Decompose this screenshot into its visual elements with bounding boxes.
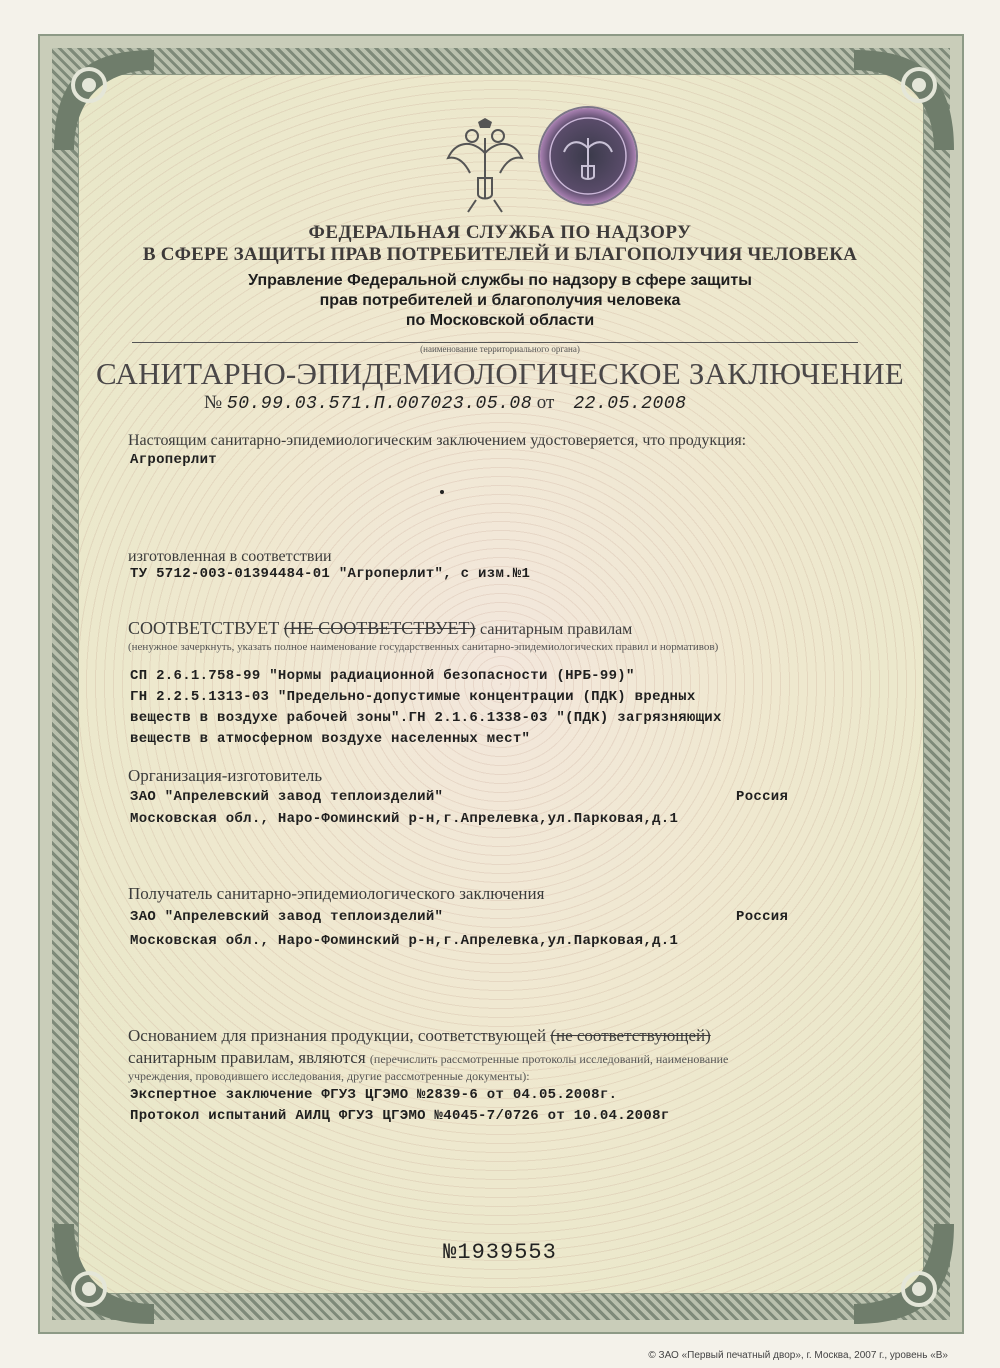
corner-ornament-icon bbox=[844, 40, 964, 160]
basis-text: санитарным правилам, являются bbox=[128, 1048, 366, 1067]
hologram-seal-icon bbox=[540, 108, 636, 204]
recipient-label: Получатель санитарно-эпидемиологического заключения bbox=[128, 884, 545, 903]
basis-text: Основанием для признания продукции, соответствующей bbox=[128, 1026, 547, 1045]
divider bbox=[132, 342, 858, 343]
standard-line: веществ в воздухе рабочей зоны".ГН 2.1.6.1338-03 "(ПДК) загрязняющих bbox=[130, 710, 722, 726]
standard-line: СП 2.6.1.758-99 "Нормы радиационной безопасности (НРБ-99)" bbox=[130, 668, 635, 684]
compliance-note: (ненужное зачеркнуть, указать полное наименование государственных санитарно-эпидемиологических правил и нормативов) bbox=[128, 641, 719, 653]
recipient-country: Россия bbox=[736, 909, 789, 925]
department-line: прав потребителей и благополучия человека bbox=[319, 292, 681, 309]
document-number: 50.99.03.571.П.007023.05.08 bbox=[226, 394, 533, 414]
document-number-line bbox=[204, 392, 686, 414]
corner-ornament-icon bbox=[44, 40, 164, 160]
basis-line bbox=[128, 1026, 711, 1046]
corner-ornament-icon bbox=[44, 1214, 164, 1334]
manufacturer-address: Московская обл., Наро-Фоминский р-н,г.Апрелевка,ул.Парковая,д.1 bbox=[130, 811, 679, 827]
ink-dot bbox=[440, 490, 444, 494]
standard-line: ГН 2.2.5.1313-03 "Предельно-допустимые концентрации (ПДК) вредных bbox=[130, 689, 696, 705]
basis-document: Протокол испытаний АИЛЦ ФГУЗ ЦГЭМО №4045-7/0726 от 10.04.2008г bbox=[130, 1108, 670, 1124]
product-spec: ТУ 5712-003-01394484-01 "Агроперлит", с изм.№1 bbox=[130, 566, 531, 582]
agency-title: ФЕДЕРАЛЬНАЯ СЛУЖБА ПО НАДЗОРУ bbox=[308, 222, 692, 243]
manufacturer-country: Россия bbox=[736, 789, 789, 805]
blank-number: №1939553 bbox=[443, 1240, 557, 1265]
rules-label: санитарным правилам bbox=[480, 621, 633, 638]
manufacturer-label: Организация-изготовитель bbox=[128, 766, 323, 785]
basis-document: Экспертное заключение ФГУЗ ЦГЭМО №2839-6 от 04.05.2008г. bbox=[130, 1087, 618, 1103]
document-date: 22.05.2008 bbox=[573, 394, 687, 414]
date-prefix: от bbox=[536, 392, 555, 413]
product-name: Агроперлит bbox=[130, 452, 218, 468]
manufacturer-name: ЗАО "Апрелевский завод теплоизделий" bbox=[130, 789, 444, 805]
compliance-line bbox=[128, 618, 632, 639]
basis-note: (перечислить рассмотренные протоколы исследований, наименование bbox=[369, 1052, 729, 1066]
made-label: изготовленная в соответствии bbox=[128, 548, 332, 565]
basis-line bbox=[128, 1048, 728, 1068]
number-sign: № bbox=[204, 392, 223, 413]
double-headed-eagle-emblem-icon bbox=[440, 118, 530, 214]
department-line: по Московской области bbox=[405, 312, 595, 329]
recipient-address: Московская обл., Наро-Фоминский р-н,г.Апрелевка,ул.Парковая,д.1 bbox=[130, 933, 679, 949]
corner-ornament-icon bbox=[844, 1214, 964, 1334]
product-intro: Настоящим санитарно-эпидемиологическим заключением удостоверяется, что продукция: bbox=[128, 432, 747, 449]
department-line: Управление Федеральной службы по надзору в сфере защиты bbox=[248, 272, 752, 289]
document-title: САНИТАРНО-ЭПИДЕМИОЛОГИЧЕСКОЕ ЗАКЛЮЧЕНИЕ bbox=[96, 356, 904, 391]
printer-imprint: © ЗАО «Первый печатный двор», г. Москва, 2007 г., уровень «В» bbox=[648, 1350, 948, 1361]
territorial-caption: (наименование территориального органа) bbox=[420, 344, 580, 354]
complies-label: СООТВЕТСТВУЕТ bbox=[128, 618, 280, 638]
standard-line: веществ в атмосферном воздухе населенных мест" bbox=[130, 731, 531, 747]
recipient-name: ЗАО "Апрелевский завод теплоизделий" bbox=[130, 909, 444, 925]
not-complies-label: (НЕ СООТВЕТСТВУЕТ) bbox=[283, 618, 476, 638]
agency-subtitle: В СФЕРЕ ЗАЩИТЫ ПРАВ ПОТРЕБИТЕЛЕЙ И БЛАГОПОЛУЧИЯ ЧЕЛОВЕКА bbox=[142, 244, 858, 265]
basis-strike: (не соответствующей) bbox=[550, 1026, 711, 1045]
basis-note: учреждения, проводившего исследования, другие рассмотренные документы): bbox=[128, 1069, 530, 1083]
